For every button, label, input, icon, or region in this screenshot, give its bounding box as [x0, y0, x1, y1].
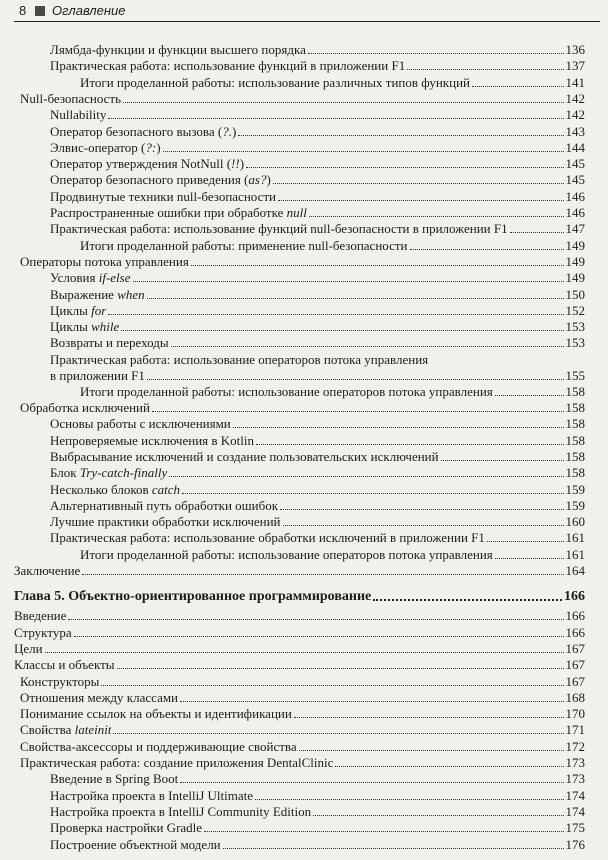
toc-entry-text: Оператор утверждения NotNull (: [50, 156, 232, 172]
dot-leader: [246, 167, 563, 168]
dot-leader: [495, 395, 564, 396]
toc-entry-text: Практическая работа: использование функций в приложении F1: [50, 58, 406, 74]
toc-entry-text: Свойства: [20, 722, 75, 738]
toc-entry: [50, 498, 585, 514]
toc-page-number: 167: [565, 673, 585, 689]
toc-page-number: 153: [565, 335, 585, 351]
toc-page-number: 161: [565, 546, 585, 562]
toc-entry: [80, 384, 585, 400]
toc-entry: [50, 465, 585, 481]
toc-page-number: 173: [565, 771, 585, 787]
toc-entry: [80, 75, 585, 91]
toc-entry-text: Выбрасывание исключений и создание пользовательских исключений: [50, 448, 439, 464]
toc-page-number: 158: [565, 432, 585, 448]
toc-page-number: 149: [565, 270, 585, 286]
toc-entry: [80, 238, 585, 254]
toc-entry-text: в приложении F1: [50, 367, 145, 383]
toc-entry: [50, 107, 585, 123]
toc-entry-text: Основы работы с исключениями: [50, 416, 231, 432]
toc-entry: [14, 657, 585, 673]
toc-page-number: 167: [565, 640, 585, 656]
toc-entry: [20, 706, 585, 722]
toc-entry: [50, 820, 585, 836]
dot-leader: [171, 346, 564, 347]
toc-entry-text: while: [91, 319, 120, 335]
toc-page-number: 172: [565, 738, 585, 754]
toc-entry-text: Операторы потока управления: [20, 253, 189, 269]
toc-entry-text: Классы и объекты: [14, 657, 115, 673]
toc-entry: [14, 641, 585, 657]
toc-page-number: 147: [565, 221, 585, 237]
toc-page-number: 168: [565, 689, 585, 705]
dot-leader: [299, 750, 564, 751]
toc-entry-text: Свойства-аксессоры и поддерживающие свойства: [20, 738, 297, 754]
toc-entry: [50, 771, 585, 787]
toc-page-number: 137: [565, 58, 585, 74]
dot-leader: [313, 815, 563, 816]
toc-page-number: 146: [565, 188, 585, 204]
toc-entry-text: Блок: [50, 465, 80, 481]
toc-page-number: 150: [565, 286, 585, 302]
chapter-title: Глава 5. Объектно-ориентированное программирование: [14, 589, 372, 605]
dot-leader: [68, 619, 563, 620]
toc-entry-text: ?:: [145, 139, 157, 155]
dot-leader: [410, 249, 564, 250]
toc-page-number: 149: [565, 253, 585, 269]
dot-leader: [147, 298, 564, 299]
toc-entry-text: null: [286, 205, 307, 220]
dot-leader: [74, 636, 564, 637]
dot-leader: [278, 200, 563, 201]
dot-leader: [108, 314, 563, 315]
dot-leader: [256, 444, 564, 445]
dot-leader: [441, 460, 564, 461]
toc-entry-text: Заключение: [14, 563, 81, 578]
toc-entry: [50, 205, 585, 221]
toc-page-number: 146: [565, 205, 585, 220]
toc-entry: [14, 608, 585, 624]
toc-entry-text: Цели: [14, 640, 43, 656]
dot-leader: [472, 86, 564, 87]
toc-entry-text: as?: [248, 172, 267, 188]
dot-leader: [335, 766, 563, 767]
toc-entry-text: Структура: [14, 624, 72, 640]
toc-entry-text: if-else: [98, 270, 131, 286]
toc-entry: [50, 140, 585, 156]
toc-page-number: 142: [565, 90, 585, 106]
toc-entry-text: ): [239, 156, 245, 172]
toc-page-number: 144: [565, 139, 585, 155]
toc-entry-text: Итоги проделанной работы: применение null-безопасности: [80, 237, 408, 253]
dot-leader: [117, 668, 564, 669]
toc-entry-text: ?.: [222, 123, 232, 139]
toc-entry: [50, 303, 585, 319]
toc-entry: [50, 449, 585, 465]
dot-leader: [510, 232, 564, 233]
toc-entry: [50, 42, 585, 58]
dot-leader: [407, 69, 563, 70]
toc-page-number: 143: [565, 123, 585, 139]
toc-entry-text: Оператор безопасного приведения (: [50, 172, 249, 188]
toc-entry-text: Обработка исключений: [20, 400, 150, 415]
toc-entry-text: Условия: [50, 270, 99, 286]
toc-entry: [50, 124, 585, 140]
dot-leader: [163, 151, 564, 152]
dot-leader: [147, 379, 564, 380]
toc-page-number: 153: [565, 319, 585, 335]
dot-leader: [487, 541, 564, 542]
toc-page-number: 158: [565, 400, 585, 415]
toc-entry: [50, 335, 585, 351]
header-square-icon: [35, 6, 45, 16]
toc-entry: [50, 837, 585, 853]
toc-entry: [50, 172, 585, 188]
dot-leader: [495, 558, 564, 559]
toc-entry: [20, 739, 585, 755]
dot-leader: [101, 685, 563, 686]
toc-entry-text: Настройка проекта в IntelliJ Ultimate: [50, 787, 253, 803]
toc-entry-text: Итоги проделанной работы: использование операторов потока управления: [80, 546, 493, 562]
dot-leader: [233, 427, 564, 428]
toc-page-number: 176: [565, 836, 585, 852]
dot-leader: [294, 717, 564, 718]
dot-leader: [373, 599, 562, 601]
toc-page-number: 155: [565, 367, 585, 383]
toc-page-number: 164: [565, 563, 585, 578]
toc-entry-text: Try-catch-finally: [79, 465, 168, 481]
toc-entry: [50, 156, 585, 172]
toc-entry: [20, 400, 585, 416]
header-section-title: Оглавление: [52, 3, 126, 18]
toc-entry: [50, 221, 585, 237]
toc-entry: [50, 514, 585, 530]
toc-entry-text: Отношения между классами: [20, 689, 179, 705]
dot-leader: [108, 118, 563, 119]
toc-page-number: 159: [565, 481, 585, 497]
toc-entry: [50, 270, 585, 286]
toc-entry-text: Циклы: [50, 302, 92, 318]
toc-entry-text: Распространенные ошибки при обработке: [50, 205, 287, 220]
toc-entry-text: Непроверяемые исключения в Kotlin: [50, 432, 254, 448]
toc-entry-text: Null-безопасность: [20, 90, 122, 106]
toc-entry: [50, 287, 585, 303]
toc-page-number: 166: [564, 589, 585, 605]
dot-leader: [283, 525, 564, 526]
dot-leader: [45, 652, 564, 653]
dot-leader: [182, 493, 563, 494]
toc-entry: [50, 189, 585, 205]
toc-entry-title: Практическая работа: использование операторов потока управления: [50, 351, 429, 367]
dot-leader: [180, 782, 563, 783]
toc-entry: [50, 530, 585, 546]
toc-page-number: 174: [565, 803, 585, 819]
toc-entry-text: Оператор безопасного вызова (: [50, 123, 223, 139]
toc-page-number: 152: [565, 302, 585, 318]
dot-leader: [180, 701, 563, 702]
chapter-heading: [14, 589, 585, 605]
toc-entry: [50, 319, 585, 335]
toc-page-number: 170: [565, 706, 585, 722]
toc-entry: [14, 563, 585, 579]
toc-entry-text: Выражение: [50, 286, 118, 302]
toc-entry-text: Настройка проекта в IntelliJ Community Edition: [50, 803, 312, 819]
toc-page-number: 158: [565, 465, 585, 481]
toc-entry-text: Элвис-оператор (: [50, 139, 146, 155]
toc-entry: [20, 254, 585, 270]
toc-page-number: 145: [565, 172, 585, 188]
toc-entry-text: Лямбда-функции и функции высшего порядка: [50, 42, 306, 57]
toc-entry: [50, 58, 585, 74]
toc-page-number: 174: [565, 787, 585, 803]
toc-page-number: 158: [565, 416, 585, 432]
toc-entry-text: Практическая работа: создание приложения DentalClinic: [20, 755, 334, 770]
toc-entry-text: Итоги проделанной работы: использование операторов потока управления: [80, 383, 493, 399]
toc-entry-text: when: [117, 286, 145, 302]
dot-leader: [308, 53, 564, 54]
toc-entry-text: Практическая работа: использование обработки исключений в приложении F1: [50, 530, 485, 546]
toc-entry-text: lateinit: [74, 722, 112, 738]
dot-leader: [273, 183, 564, 184]
toc-entry-text: Конструкторы: [20, 673, 100, 689]
dot-leader: [152, 411, 564, 412]
toc-entry: [50, 416, 585, 432]
toc-entry-text: Возвраты и переходы: [50, 335, 169, 351]
toc-entry-text: Введение: [14, 608, 67, 624]
toc-entry: [20, 674, 585, 690]
toc-page-number: 145: [565, 156, 585, 172]
dot-leader: [238, 135, 563, 136]
toc-page-number: 149: [565, 237, 585, 253]
toc-entry-text: Построение объектной модели: [50, 836, 221, 852]
toc-entry-text: ): [231, 123, 237, 139]
header-rule: [14, 21, 600, 22]
toc-entry-text: Введение в Spring Boot: [50, 771, 179, 787]
dot-leader: [82, 574, 563, 575]
dot-leader: [223, 848, 564, 849]
toc-page-number: 160: [565, 514, 585, 530]
toc-entry-text: Nullability: [50, 107, 107, 123]
toc-page-number: 171: [565, 722, 585, 738]
toc-entry-text: catch: [151, 481, 181, 497]
toc-entry-text: for: [91, 302, 107, 318]
toc-page-number: 159: [565, 497, 585, 513]
toc-entry-text: Понимание ссылок на объекты и идентификации: [20, 706, 292, 722]
dot-leader: [113, 733, 563, 734]
toc-page-number: 158: [565, 448, 585, 464]
toc-entry: [80, 547, 585, 563]
dot-leader: [255, 799, 564, 800]
toc-entry-text: Итоги проделанной работы: использование различных типов функций: [80, 74, 470, 90]
dot-leader: [280, 509, 563, 510]
dot-leader: [191, 265, 564, 266]
toc-entry: [50, 482, 585, 498]
toc-page-number: 167: [565, 657, 585, 673]
toc-entry: [50, 433, 585, 449]
page-number: 8: [19, 3, 27, 18]
toc-page-number: 141: [565, 74, 585, 90]
toc-entry-text: Проверка настройки Gradle: [50, 820, 203, 836]
toc-entry-text: Циклы: [50, 319, 92, 335]
toc-entry: [20, 722, 585, 738]
toc-page-number: 142: [565, 107, 585, 123]
toc-page-number: 173: [565, 755, 585, 770]
toc-entry: [14, 625, 585, 641]
toc-entry: [20, 690, 585, 706]
toc-page-number: 136: [565, 42, 585, 57]
toc-entry: [50, 352, 585, 384]
toc-entry-text: Лучшие практики обработки исключений: [50, 514, 281, 530]
dot-leader: [123, 102, 563, 103]
dot-leader: [133, 281, 564, 282]
toc-page-number: 166: [565, 608, 585, 624]
dot-leader: [309, 216, 564, 217]
dot-leader: [204, 831, 563, 832]
toc-entry-text: Продвинутые техники null-безопасности: [50, 188, 277, 204]
toc-entry-text: Несколько блоков: [50, 481, 152, 497]
toc-page-number: 166: [565, 624, 585, 640]
toc-entry-text: ): [266, 172, 271, 188]
running-header: [0, 0, 608, 22]
toc-entry: [50, 804, 585, 820]
toc-entry-text: !!: [231, 156, 240, 172]
toc-entry: [50, 788, 585, 804]
toc-page-number: 161: [565, 530, 585, 546]
toc-entry-text: ): [156, 139, 161, 155]
dot-leader: [169, 476, 563, 477]
toc-entry: [20, 91, 585, 107]
dot-leader: [121, 330, 563, 331]
toc-entry: [20, 755, 585, 771]
toc-entry-text: Практическая работа: использование функций null-безопасности в приложении F1: [50, 221, 508, 237]
toc-page-number: 158: [565, 383, 585, 399]
toc-page-number: 175: [565, 820, 585, 836]
toc-entry-text: Альтернативный путь обработки ошибок: [50, 497, 279, 513]
